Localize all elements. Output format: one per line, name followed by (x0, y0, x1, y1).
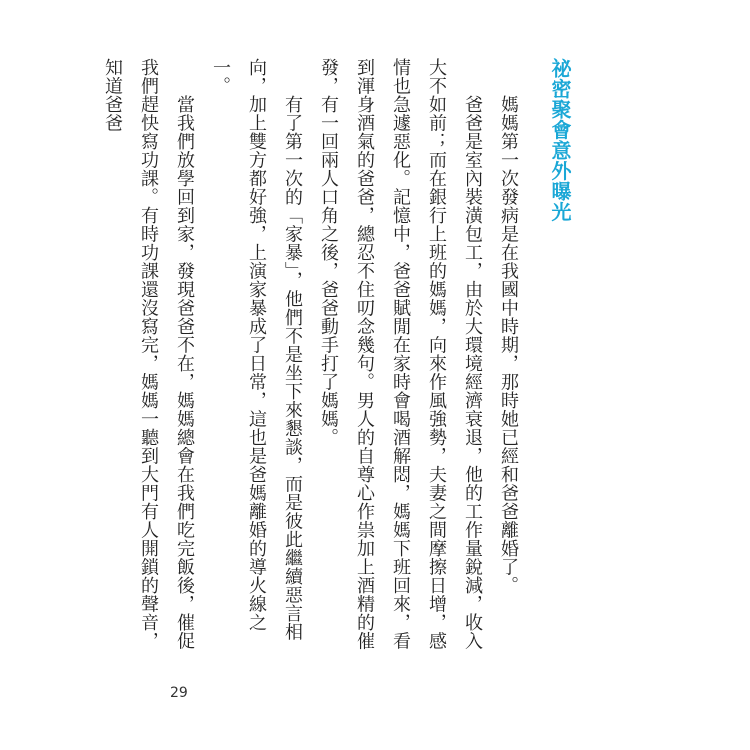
chapter-title: 祕密聚會意外曝光 (548, 58, 572, 222)
paragraph: 爸爸是室內裝潢包工，由於大環境經濟衰退，他的工作量銳減，收入大不如前；而在銀行上班的媽媽，向來作風強勢，夫妻之間摩擦日增，感情也急遽惡化。記憶中，爸爸賦閒在家時會喝酒解悶，媽媽下班回來，看到渾身酒氣的爸爸，總忍不住叨念幾句。男人的自尊心作祟加上酒精的催發，有一回兩人口角之後，爸爸動手打了媽媽。 (318, 58, 483, 650)
page-number: 29 (170, 685, 188, 701)
paragraph: 有了第一次的「家暴」，他們不是坐下來懇談，而是彼此繼續惡言相向，加上雙方都好強，上演家暴成了日常，這也是爸媽離婚的導火線之一。 (210, 58, 303, 641)
paragraph: 當我們放學回到家，發現爸爸不在，媽媽總會在我們吃完飯後，催促我們趕快寫功課。有時功課還沒寫完，媽媽一聽到大門有人開鎖的聲音，知道爸爸 (102, 58, 195, 650)
vertical-text-block (102, 58, 598, 658)
paragraph: 媽媽第一次發病是在我國中時期，那時她已經和爸爸離婚了。 (498, 58, 519, 595)
